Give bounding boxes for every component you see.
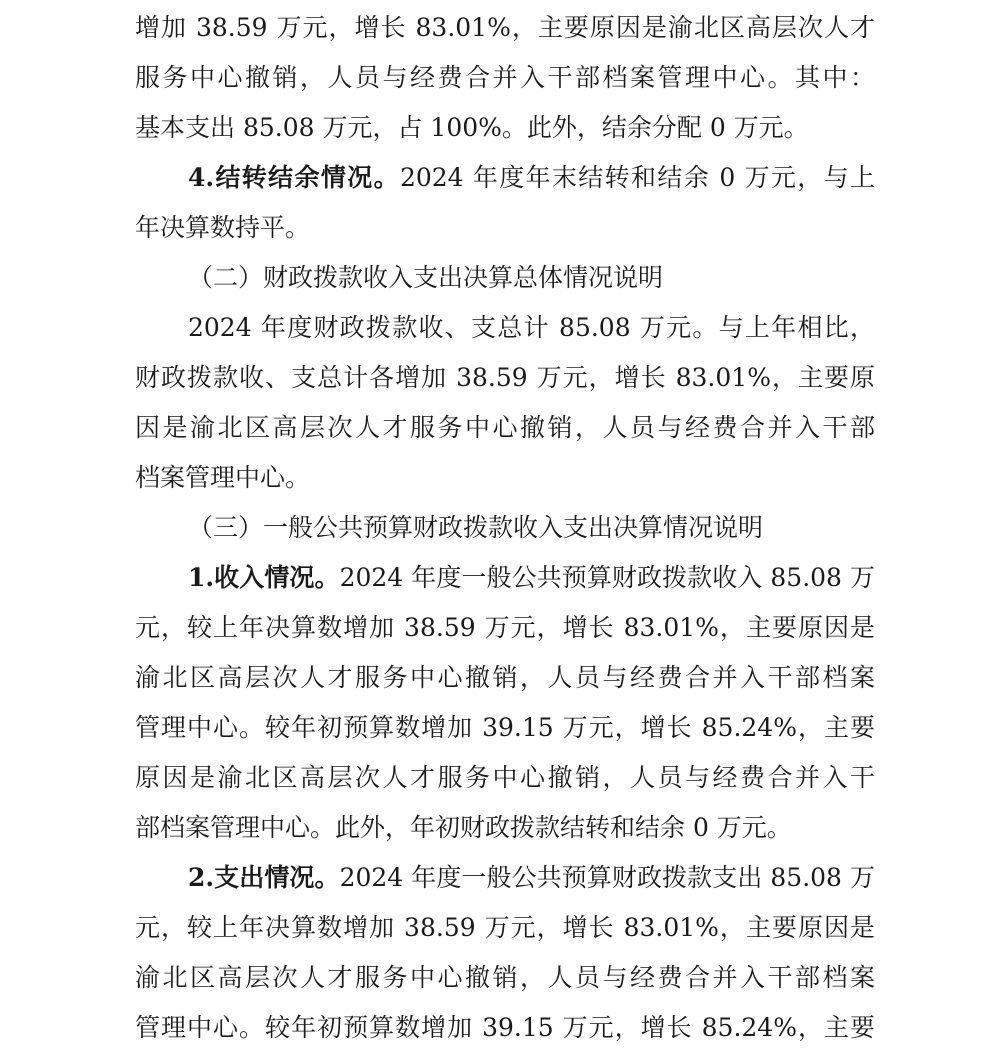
section-heading-financial-overview: （二）财政拨款收入支出决算总体情况说明 [188, 263, 664, 292]
paragraph-line: 部档案管理中心。此外，年初财政拨款结转和结余 0 万元。 [135, 813, 792, 842]
paragraph-line: 因是渝北区高层次人才服务中心撤销，人员与经费合并入干部 [135, 413, 875, 442]
paragraph-line: 管理中心。较年初预算数增加 39.15 万元，增长 85.24%，主要 [135, 713, 875, 742]
section-heading-income: 1.收入情况。 [188, 563, 340, 592]
paragraph-line: 2024 年度财政拨款收、支总计 85.08 万元。与上年相比， [188, 313, 875, 342]
paragraph-line-with-heading [188, 858, 875, 898]
paragraph-text: 2024 年度一般公共预算财政拨款收入 85.08 万 [339, 563, 875, 592]
paragraph-line: 原因是渝北区高层次人才服务中心撤销，人员与经费合并入干 [135, 763, 875, 792]
paragraph-line-with-heading [188, 558, 875, 598]
paragraph-line: 元，较上年决算数增加 38.59 万元，增长 83.01%，主要原因是 [135, 613, 875, 642]
paragraph-line: 服务中心撤销，人员与经费合并入干部档案管理中心。其中： [135, 63, 875, 92]
paragraph-line: 渝北区高层次人才服务中心撤销，人员与经费合并入干部档案 [135, 663, 875, 692]
paragraph-line: 财政拨款收、支总计各增加 38.59 万元，增长 83.01%，主要原 [135, 363, 875, 392]
paragraph-text: 2024 年度年末结转和结余 0 万元，与上 [399, 163, 875, 192]
paragraph-line: 年决算数持平。 [135, 213, 311, 242]
paragraph-line: 管理中心。较年初预算数增加 39.15 万元，增长 85.24%，主要 [135, 1013, 875, 1042]
paragraph-line: 基本支出 85.08 万元，占 100%。此外，结余分配 0 万元。 [135, 113, 809, 142]
paragraph-line: 档案管理中心。 [135, 463, 311, 492]
paragraph-line: 增加 38.59 万元，增长 83.01%，主要原因是渝北区高层次人才 [135, 13, 875, 42]
section-heading-general-budget: （三）一般公共预算财政拨款收入支出决算情况说明 [188, 513, 764, 542]
section-heading-carryover: 4.结转结余情况。 [188, 163, 400, 192]
section-heading-expenditure: 2.支出情况。 [188, 863, 340, 892]
paragraph-line-with-heading [188, 158, 875, 198]
paragraph-text: 2024 年度一般公共预算财政拨款支出 85.08 万 [339, 863, 875, 892]
paragraph-line: 渝北区高层次人才服务中心撤销，人员与经费合并入干部档案 [135, 963, 875, 992]
paragraph-line: 元，较上年决算数增加 38.59 万元，增长 83.01%，主要原因是 [135, 913, 875, 942]
